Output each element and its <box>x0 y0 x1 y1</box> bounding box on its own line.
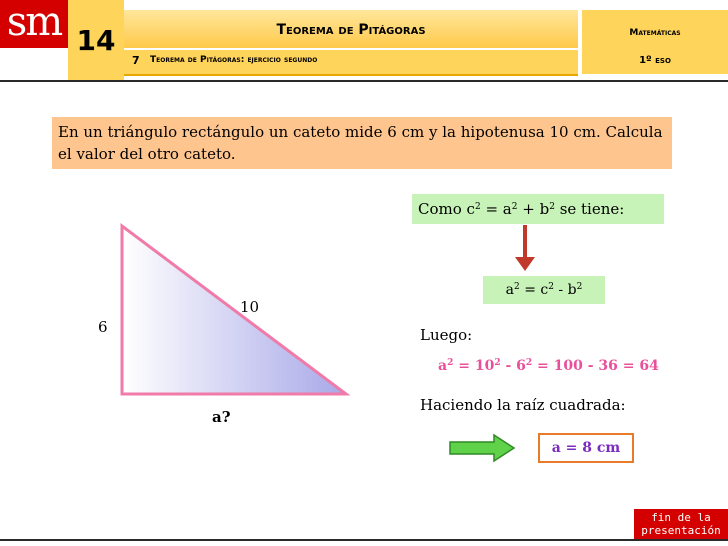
exponent: 2 <box>576 282 583 292</box>
subject-label: Matemáticas <box>629 28 681 38</box>
exponent: 2 <box>548 282 554 292</box>
exponent: 2 <box>511 202 518 212</box>
end-presentation-button[interactable] <box>634 509 728 539</box>
triangle-shape <box>122 226 346 394</box>
formula-text: = a <box>480 200 512 218</box>
page-title: Teorema de Pitágoras <box>276 22 426 38</box>
level-label: 1º eso <box>639 55 671 66</box>
answer-box: a = 8 cm <box>538 433 634 463</box>
exponent: 2 <box>474 202 481 212</box>
formula-box <box>412 194 664 224</box>
right-triangle <box>110 220 360 400</box>
calc-text: = 100 - 36 = 64 <box>532 358 659 374</box>
header-divider <box>0 80 728 82</box>
exponent: 2 <box>549 202 555 212</box>
end-button-line2: presentación <box>641 524 721 537</box>
exponent: 2 <box>494 358 501 368</box>
formula-text: Como c <box>418 200 475 218</box>
exponent: 2 <box>447 358 454 368</box>
leg-label: 6 <box>98 318 108 336</box>
sm-logo: sm <box>0 0 68 48</box>
calc-text: a <box>438 358 448 374</box>
problem-statement: En un triángulo rectángulo un cateto mide 6 cm y la hipotenusa 10 cm. Calcula el valor del otro cateto. <box>52 117 672 169</box>
page-subtitle: Teorema de Pitágoras: ejercicio segundo <box>150 55 318 65</box>
formula-text: = c <box>519 282 549 298</box>
section-number: 7 <box>132 54 140 67</box>
square-root-label: Haciendo la raíz cuadrada: <box>420 396 626 414</box>
luego-label: Luego: <box>420 326 473 344</box>
footer-divider <box>0 539 728 541</box>
end-button-line1: fin de la <box>651 511 711 524</box>
formula-text: - b <box>553 282 577 298</box>
exponent: 2 <box>525 358 533 368</box>
formula-text: a <box>505 282 515 298</box>
solved-formula-box <box>483 276 605 304</box>
chapter-number: 14 <box>76 24 116 57</box>
calc-text: - 6 <box>500 358 526 374</box>
calculation-line <box>438 358 659 374</box>
formula-text: se tiene: <box>554 200 625 218</box>
unknown-leg-label: a? <box>212 408 231 426</box>
arrow-right-icon <box>448 433 516 463</box>
calc-text: = 10 <box>453 358 495 374</box>
formula-text: + b <box>517 200 550 218</box>
arrow-down-icon <box>512 225 538 273</box>
hypotenuse-label: 10 <box>240 298 260 316</box>
exponent: 2 <box>514 282 520 292</box>
